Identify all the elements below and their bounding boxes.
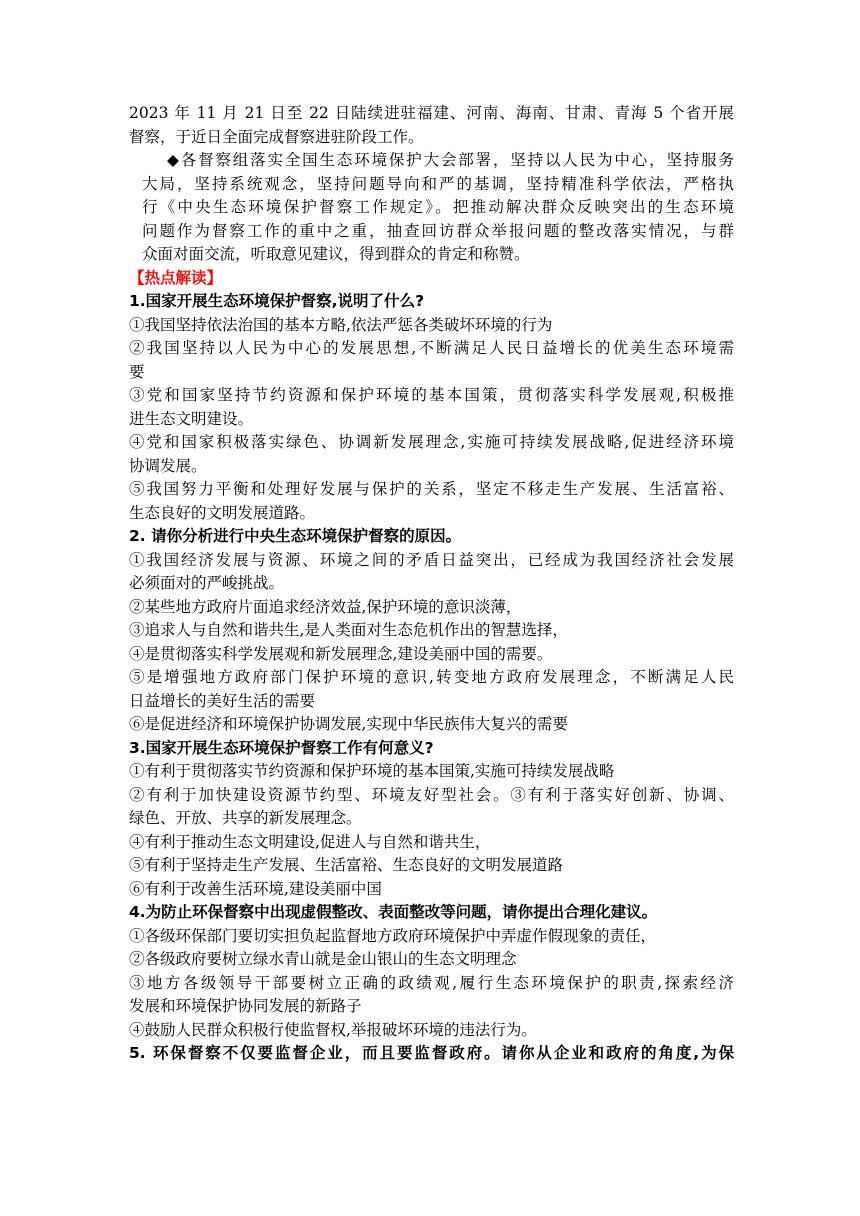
question-title: 2. 请你分析进行中央生态环境保护督察的原因。 xyxy=(129,527,462,545)
intro-line: 2023 年 11 月 21 日至 22 日陆续进驻福建、河南、海南、甘肃、青海 5 个省开展 xyxy=(129,104,734,122)
question-2 xyxy=(129,525,734,737)
answer-line: ②我国坚持以人民为中心的发展思想,不断满足人民日益增长的优美生态环境需 xyxy=(129,339,734,357)
question-title: 1.国家开展生态环境保护督察,说明了什么? xyxy=(129,292,425,310)
question-title: 4.为防止环保督察中出现虚假整改、表面整改等问题，请你提出合理化建议。 xyxy=(129,903,658,921)
question-1 xyxy=(129,290,734,525)
answer-line: 生态良好的文明发展道路。 xyxy=(129,503,316,522)
question-3 xyxy=(129,737,734,902)
question-title: 5. 环保督察不仅要监督企业，而且要监督政府。请你从企业和政府的角度,为保 xyxy=(129,1044,734,1062)
answer-line: ⑥有利于改善生活环境,建设美丽中国 xyxy=(129,879,382,898)
answer-line: ①各级环保部门要切实担负起监督地方政府环境保护中弄虚作假现象的责任， xyxy=(129,926,657,945)
answer-line: 协调发展。 xyxy=(129,456,207,475)
intro-paragraph xyxy=(129,102,734,149)
answer-line: ④鼓励人民群众积极行使监督权,举报破坏环境的违法行为。 xyxy=(129,1020,537,1039)
answer-line: ④党和国家积极落实绿色、协调新发展理念,实施可持续发展战略,促进经济环境 xyxy=(129,433,734,451)
answer-line: ⑤有利于坚持走生产发展、生活富裕、生态良好的文明发展道路 xyxy=(129,856,564,874)
intro-line: 督察，于近日全面完成督察进驻阶段工作。 xyxy=(129,127,424,146)
answer-line: ①我国经济发展与资源、环境之间的矛盾日益突出，已经成为我国经济社会发展 xyxy=(129,550,734,569)
answer-line: ②某些地方政府片面追求经济效益,保护环境的意识淡薄， xyxy=(129,597,522,616)
answer-line: 进生态文明建设。 xyxy=(129,409,254,428)
answer-line: 要 xyxy=(129,362,145,381)
answer-line: ②各级政府要树立绿水青山就是金山银山的生态文明理念 xyxy=(129,950,517,968)
hot-topic-heading: 【热点解读】 xyxy=(129,268,223,287)
bullet-line: ◆各督察组落实全国生态环境保护大会部署，坚持以人民为中心，坚持服务 xyxy=(167,151,734,169)
document-page xyxy=(129,102,734,1066)
question-5 xyxy=(129,1042,734,1066)
bullet-paragraph xyxy=(129,149,734,267)
answer-line: ⑤是增强地方政府部门保护环境的意识,转变地方政府发展理念，不断满足人民 xyxy=(129,668,734,686)
answer-line: ③追求人与自然和谐共生,是人类面对生态危机作出的智慧选择， xyxy=(129,621,568,639)
bullet-line: 行《中央生态环境保护督察工作规定》。把推动解决群众反映突出的生态环境 xyxy=(142,198,734,216)
answer-line: 日益增长的美好生活的需要 xyxy=(129,691,316,710)
bullet-line: 问题作为督察工作的重中之重，抽查回访群众举报问题的整改落实情况，与群 xyxy=(142,221,734,240)
answer-line: ③地方各级领导干部要树立正确的政绩观,履行生态环境保护的职责,探索经济 xyxy=(129,973,734,992)
answer-line: ③党和国家坚持节约资源和保护环境的基本国策，贯彻落实科学发展观,积极推 xyxy=(129,386,734,404)
bullet-line: 大局，坚持系统观念，坚持问题导向和严的基调，坚持精准科学依法，严格执 xyxy=(142,174,734,193)
answer-line: ④有利于推动生态文明建设,促进人与自然和谐共生， xyxy=(129,832,491,851)
answer-line: ④是贯彻落实科学发展观和新发展理念,建设美丽中国的需要。 xyxy=(129,644,553,663)
answer-line: 必须面对的严峻挑战。 xyxy=(129,574,285,592)
answer-line: ①有利于贯彻落实节约资源和保护环境的基本国策,实施可持续发展战略 xyxy=(129,762,615,780)
answer-line: ①我国坚持依法治国的基本方略,依法严惩各类破坏环境的行为 xyxy=(129,315,553,334)
question-title: 3.国家开展生态环境保护督察工作有何意义? xyxy=(129,738,434,757)
answer-line: ⑥是促进经济和环境保护协调发展,实现中华民族伟大复兴的需要 xyxy=(129,715,568,733)
bullet-line: 众面对面交流，听取意见建议，得到群众的肯定和称赞。 xyxy=(142,245,530,263)
answer-line: 发展和环境保护协同发展的新路子 xyxy=(129,997,362,1015)
question-4 xyxy=(129,901,734,1042)
answer-line: ⑤我国努力平衡和处理好发展与保护的关系，坚定不移走生产发展、生活富裕、 xyxy=(129,480,734,498)
answer-line: 绿色、开放、共享的新发展理念。 xyxy=(129,809,362,827)
answer-line: ②有利于加快建设资源节约型、环境友好型社会。③有利于落实好创新、协调、 xyxy=(129,785,734,804)
